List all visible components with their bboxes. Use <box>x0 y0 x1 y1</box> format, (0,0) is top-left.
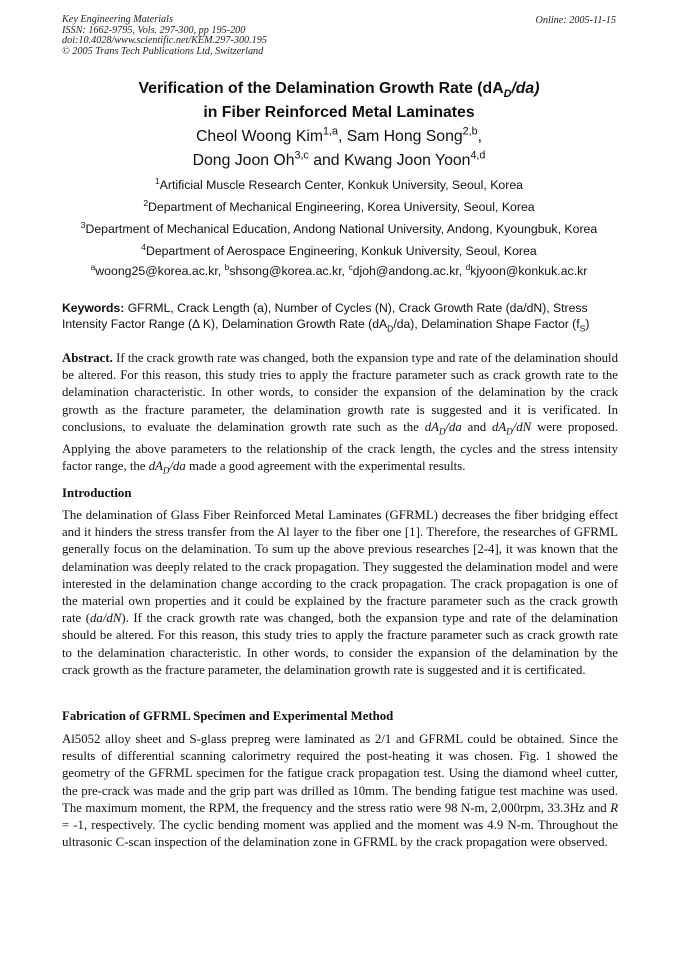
author-name: Kwang Joon Yoon <box>343 152 471 169</box>
author-emails: $^a$woong25@korea.ac.kr, $^b$shsong@korea.ac.kr, $^c$djoh@andong.ac.kr, $^d$kjyoon@konkuk.ac.kr <box>90 261 588 278</box>
email-link[interactable]: woong25@korea.ac.kr <box>95 264 218 278</box>
abstract-paragraph: Abstract. If the crack growth rate was changed, both the expansion type and rate of the delamination should be altered. For this reason, this study tries to apply the fracture parameter such as crack growth rate to the delamination characteristic. In other words, to consider the expansion of the delamination by the crack growth as the fracture parameter, the delamination growth rate is suggested and it is verificated. In conclusions, to evaluate the delamination growth rate such as the $dA_D/da$ and $dA_D/dN$ were proposed. Applying the above parameters to the relationship of the crack length, the cycles and the stress intensity factor range, the $dA_D/da$ made a good agreement with the experimental results. <box>62 351 618 476</box>
fabrication-paragraph: Al5052 alloy sheet and S-glass prepreg were laminated as 2/1 and GFRML could be obtained. Since the results of differential scanning calorimetry required the post-heating it was chosen. Fig. 1 showed the geometry of the GFRML specimen for the fatigue crack propagation test. Using the diamond wheel cutter, the pre-crack was made and the grip part was drilled as 10mm. The bending fatigue test machine was used. The maximum moment, the RPM, the frequency and the stress ratio were 98 N-m, 2,000rpm, 33.3Hz and R = -1, respectively. The cyclic bending moment was applied and the moment was 4.9 N-m. Throughout the ultrasonic C-scan inspection of the delamination zone in GFRML by the crack propagation were observed. <box>62 732 619 850</box>
keywords: Keywords: GFRML, Crack Length (a), Number of Cycles (N), Crack Growth Rate (da/dN), Stress Intensity Factor Range (Δ K), Delamination Growth Rate $(dA_D/da)$, Delamination Shape Factor $(f_S)$ <box>62 301 590 334</box>
email-link[interactable]: kjyoon@konkuk.ac.kr <box>470 264 588 278</box>
paper-title-line2: in Fiber Reinforced Metal Laminates <box>203 104 475 121</box>
email-link[interactable]: djoh@andong.ac.kr <box>352 264 459 278</box>
copyright-line: © 2005 Trans Tech Publications Ltd, Switzerland <box>62 45 264 57</box>
journal-name: Key Engineering Materials <box>62 14 173 25</box>
online-date: Online: 2005-11-15 <box>535 15 616 26</box>
introduction-heading: Introduction <box>62 486 132 500</box>
affiliation-4: $^4$Department of Aerospace Engineering, Konkuk University, Seoul, Korea <box>141 241 537 258</box>
email-link[interactable]: shsong@korea.ac.kr <box>229 264 342 278</box>
paper-title-line1: Verification of the Delamination Growth Rate $(dA_D/da)$ <box>138 80 540 101</box>
abstract-label: Abstract. <box>62 351 113 365</box>
affiliation-3: $^3$Department of Mechanical Education, Andong National University, Andong, Kyoungbuk, Korea <box>80 219 598 236</box>
authors-line1: Cheol Woong Kim$^{1,a}$, Sam Hong Song$^{2,b}$, <box>196 125 482 145</box>
keywords-label: Keywords: <box>62 301 125 315</box>
author-name: Dong Joon Oh <box>192 152 295 169</box>
affiliation-1: $^1$Artificial Muscle Research Center, Konkuk University, Seoul, Korea <box>154 175 524 192</box>
authors-line2: Dong Joon Oh$^{3,c}$ and Kwang Joon Yoon$^{4,d}$ <box>192 149 486 169</box>
doi-line: doi:10.4028/www.scientific.net/KEM.297-300.195 <box>62 35 267 47</box>
journal-header <box>62 15 267 57</box>
affiliation-2: $^2$Department of Mechanical Engineering, Korea University, Seoul, Korea <box>143 197 535 214</box>
author-name: Sam Hong Song <box>346 128 463 145</box>
fabrication-heading: Fabrication of GFRML Specimen and Experimental Method <box>62 709 394 723</box>
introduction-paragraph: The delamination of Glass Fiber Reinforced Metal Laminates (GFRML) decreases the fiber bridging effect and it hinders the stress transfer from the Al layer to the fiber one [1]. Therefore, the researches of GFRML generally focus on the delamination. To sum up the above previous researches [2-4], it was known that the delamination was deeply related to the crack propagation. They suggested the delamination model and were interested in the delamination change according to the crack propagation. The crack propagation is one of the material own properties and it could be explained by the fracture parameter such as the crack growth rate (da/dN). If the crack growth rate was changed, both the expansion type and rate of the delamination should be altered. For this reason, this study tries to apply the fracture parameter such as crack growth rate to the delamination characteristic. In other words, to consider the expansion of the delamination by the crack growth as the fracture parameter, the delamination growth rate is suggested and it is certificated. <box>62 508 618 677</box>
author-name: Cheol Woong Kim <box>196 128 324 145</box>
issn-line: ISSN: 1662-9795, Vols. 297-300, pp 195-200 <box>62 24 246 36</box>
